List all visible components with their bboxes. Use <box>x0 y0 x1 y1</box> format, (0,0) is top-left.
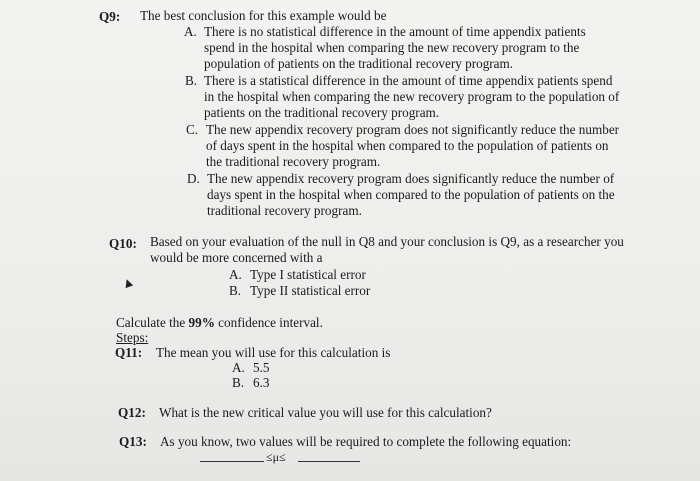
q9-number: Q9: <box>99 9 121 24</box>
q11-option-b-text: 6.3 <box>253 375 270 390</box>
q10-option-a-text: Type I statistical error <box>250 267 366 282</box>
q11-option-b-letter: B. <box>232 375 245 390</box>
q11-option-a-letter: A. <box>232 360 245 375</box>
upper-bound-blank[interactable] <box>298 461 360 462</box>
q9-option-c-line-3: the traditional recovery program. <box>206 154 381 169</box>
q9-option-c-line-1: The new appendix recovery program does not significantly reduce the number <box>206 122 620 137</box>
q9-option-d-line-3: traditional recovery program. <box>207 203 362 218</box>
ci-instruction <box>116 315 323 331</box>
q9-option-c-letter: C. <box>186 122 199 137</box>
q10-option-b-letter: B. <box>229 283 242 298</box>
q11-number: Q11: <box>115 345 143 360</box>
q9-option-b-line-1: There is a statistical difference in the amount of time appendix patients spend <box>204 73 613 88</box>
ci-suffix: confidence interval. <box>214 315 323 330</box>
q10-option-a-letter: A. <box>229 267 242 282</box>
q9-option-d-line-1: The new appendix recovery program does significantly reduce the number of <box>207 171 615 186</box>
q9-option-a-letter: A. <box>184 24 197 39</box>
q12-number: Q12: <box>118 405 146 420</box>
q13-prompt: As you know, two values will be required to complete the following equation: <box>160 434 572 449</box>
q10-number: Q10: <box>109 236 137 251</box>
q9-option-a-line-1: There is no statistical difference in the amount of time appendix patients <box>204 24 586 39</box>
q9-option-a-line-3: population of patients on the traditional recovery program. <box>204 56 514 71</box>
ci-prefix: Calculate the <box>116 315 189 330</box>
q9-option-b-letter: B. <box>185 73 198 88</box>
ci-percent: 99% <box>188 315 215 330</box>
q9-option-d-line-2: days spent in the hospital when compared to the population of patients on the <box>207 187 615 202</box>
q13-number: Q13: <box>119 434 147 449</box>
q10-prompt-line-1: Based on your evaluation of the null in Q8 and your conclusion is Q9, as a researcher you <box>150 234 624 249</box>
q11-option-a-text: 5.5 <box>253 360 270 375</box>
q9-prompt: The best conclusion for this example would be <box>140 8 387 23</box>
q10-option-b-text: Type II statistical error <box>250 283 371 298</box>
q12-prompt: What is the new critical value you will use for this calculation? <box>159 405 492 420</box>
q9-option-d-letter: D. <box>187 171 200 186</box>
q11-prompt: The mean you will use for this calculation is <box>156 345 391 360</box>
mu-inequality: ≤μ≤ <box>266 450 286 464</box>
q9-option-c-line-2: of days spent in the hospital when compared to the population of patients on <box>206 138 609 153</box>
q9-option-a-line-2: spend in the hospital when comparing the new recovery program to the <box>204 40 580 55</box>
steps-label: Steps: <box>116 330 149 345</box>
q9-option-b-line-3: patients on the traditional recovery program. <box>204 105 440 120</box>
q9-option-b-line-2: in the hospital when comparing the new recovery program to the population of <box>204 89 620 104</box>
lower-bound-blank[interactable] <box>200 461 264 462</box>
mouse-cursor-icon <box>123 278 133 288</box>
q10-prompt-line-2: would be more concerned with a <box>150 250 323 265</box>
